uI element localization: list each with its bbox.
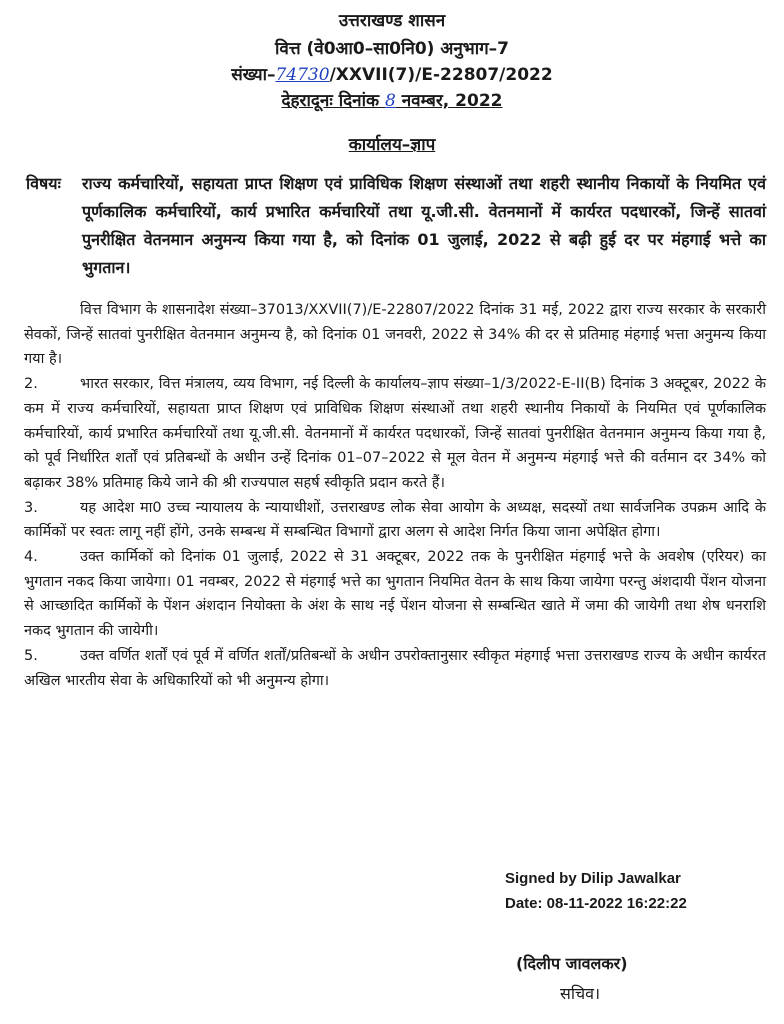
order-number-suffix: /XXVII(7)/E-22807/2022 bbox=[329, 65, 553, 85]
signature-date-text: Date: 08-11-2022 16:22:22 bbox=[505, 895, 687, 912]
paragraph-text: यह आदेश मा0 उच्च न्यायालय के न्यायाधीशों, उत्तराखण्ड लोक सेवा आयोग के अध्यक्ष, सदस्यों तथा सार्वजनिक उपक्रम आदि के कार्मिकों पर स्वतः लागू नहीं होंगे, उनके सम्बन्ध में सम्बन्धित विभागों द्वारा अलग से आदेश निर्गत किया जाना अपेक्षित होगा। bbox=[24, 499, 766, 541]
paragraph-2 bbox=[24, 372, 766, 496]
paragraph-text: भारत सरकार, वित्त मंत्रालय, व्यय विभाग, नई दिल्ली के कार्यालय–ज्ञाप संख्या–1/3/2022-E-II(B) दिनांक 3 अक्टूबर, 2022 के कम में राज्य कर्मचारियों, सहायता प्राप्त शिक्षण एवं प्राविधिक शिक्षण संस्थाओं तथा शहरी स्थानीय निकायों के नियमित एवं पूर्णकालिक कर्मचारियों, कार्य प्रभारित कर्मचारियों तथा यू.जी.सी. वेतनमानों में कार्यरत पदधारकों, जिन्हें सातवां पुनरीक्षित वेतनमान अनुमन्य किया गया है, को पूर्व निर्धारित शर्तों एवं प्रतिबन्धों के अधीन उन्हें दिनांक 01–07–2022 से मूल वेतन में अनुमन्य मंहगाई भत्ते की वर्तमान दर 34% को बढ़ाकर 38% प्रतिमाह किये जाने की श्री राज्यपाल सहर्ष स्वीकृति प्रदान करते हैं। bbox=[24, 376, 766, 491]
subject-block bbox=[26, 170, 766, 282]
order-date-prefix: देहरादूनः दिनांक bbox=[281, 91, 380, 111]
order-number-handwritten: 74730 bbox=[275, 65, 330, 85]
order-body bbox=[24, 298, 766, 693]
paragraph-number: 3. bbox=[24, 499, 38, 516]
office-memo-title: कार्यालय–ज्ञाप bbox=[348, 135, 436, 155]
order-date-handwritten-day: 8 bbox=[384, 91, 396, 111]
department-section: वित्त (वे0आ0–सा0नि0) अनुभाग–7 bbox=[274, 39, 510, 59]
paragraph-number: 5. bbox=[24, 647, 38, 664]
paragraph-text: उक्त कार्मिकों को दिनांक 01 जुलाई, 2022 से 31 अक्टूबर, 2022 तक के पुनरीक्षित मंहगाई भत्ते के अवशेष (एरियर) का भुगतान नकद किया जायेगा। 01 नवम्बर, 2022 से मंहगाई भत्ते का भुगतान नियमित वेतन के साथ किया जायेगा परन्तु अंशदायी पेंशन योजना से आच्छादित कार्मिकों के पेंशन अंशदान नियोक्ता के अंश के साथ नई पेंशन योजना से सम्बन्धित खाते में जमा की जायेगी तथा शेष धनराशि नकद भुगतान की जायेगी। bbox=[24, 549, 766, 640]
subject-text: राज्य कर्मचारियों, सहायता प्राप्त शिक्षण एवं प्राविधिक शिक्षण संस्थाओं तथा शहरी स्थानीय निकायों के नियमित एवं पूर्णकालिक कर्मचारियों, कार्य प्रभारित कर्मचारियों तथा यू.जी.सी. वेतनमानों में कार्यरत पदधारकों, जिन्हें सातवां पुनरीक्षित वेतनमान अनुमन्य किया गया है, को दिनांक 01 जुलाई, 2022 से बढ़ी हुई दर पर मंहगाई भत्ते का भुगतान। bbox=[82, 174, 766, 277]
paragraph-4 bbox=[24, 545, 766, 644]
order-number bbox=[0, 62, 784, 85]
paragraph-3 bbox=[24, 496, 766, 545]
order-date bbox=[0, 88, 784, 111]
paragraph-1: वित्त विभाग के शासनादेश संख्या–37013/XXVII(7)/E-22807/2022 दिनांक 31 मई, 2022 द्वारा राज्य सरकार के सरकारी सेवकों, जिन्हें सातवां पुनरीक्षित वेतनमान अनुमन्य है, को दिनांक 01 जनवरी, 2022 से 34% की दर से प्रतिमाह मंहगाई भत्ता अनुमन्य किया गया है। bbox=[24, 302, 766, 368]
paragraph-text: उक्त वर्णित शर्तों एवं पूर्व में वर्णित शर्तों/प्रतिबन्धों के अधीन उपरोक्तानुसार स्वीकृत मंहगाई भत्ता उत्तराखण्ड राज्य के अधीन कार्यरत अखिल भारतीय सेवा के अधिकारियों को भी अनुमन्य होगा। bbox=[24, 647, 766, 689]
subject-label: विषयः bbox=[26, 174, 61, 193]
paragraph-5 bbox=[24, 644, 766, 693]
signatory-name: (दिलीप जावलकर) bbox=[516, 954, 628, 973]
order-number-prefix: संख्या– bbox=[231, 65, 276, 85]
digital-signature-block bbox=[505, 866, 687, 916]
paragraph-number: 2. bbox=[24, 376, 38, 393]
paragraph-number: 4. bbox=[24, 549, 38, 566]
government-header: उत्तराखण्ड शासन bbox=[338, 11, 446, 31]
order-date-suffix: नवम्बर, 2022 bbox=[401, 91, 503, 111]
signatory-designation: सचिव। bbox=[560, 984, 601, 1003]
signed-by-text: Signed by Dilip Jawalkar bbox=[505, 870, 681, 887]
